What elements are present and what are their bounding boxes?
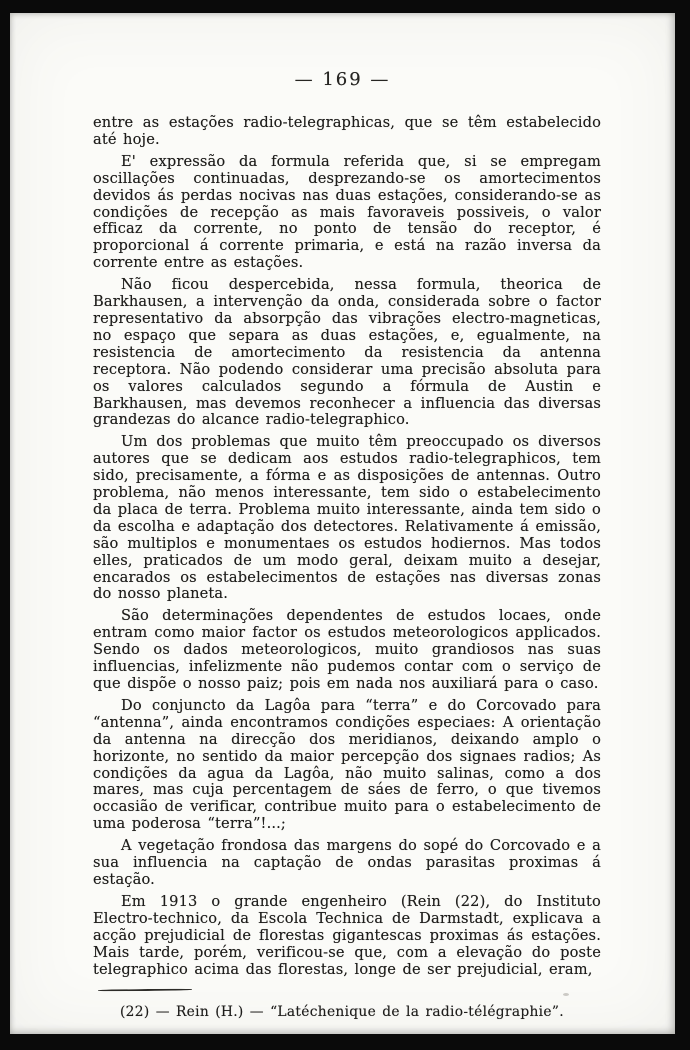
paragraph: Do conjuncto da Lagôa para “terra” e do Corcovado para “antenna”, ainda encontramos condições especiaes: A orientação da antenna na direcção dos meridianos, deixando amplo o horizonte, no sentido da maior percepção dos signaes radios; As condições da agua da Lagôa, não muito salinas, como a dos mares, mas cuja percentagem de sáes de ferro, o que tivemos occasião de verificar, contribue muito para o estabelecimento de uma poderosa “terra”!...; <box>93 696 601 833</box>
footnote-separator <box>98 989 192 992</box>
scan-speck <box>235 285 239 288</box>
paragraph: São determinações dependentes de estudos locaes, onde entram como maior factor os estudos meteorologicos applicados. Sendo os dados meteorologicos, muito grandiosos nas suas influencias, infelizmente não pudemos contar com o serviço de que dispõe o nosso paiz; pois em nada nos auxiliará para o caso. <box>93 607 601 692</box>
footnote: (22) — Rein (H.) — “Latéchenique de la radio-télégraphie”. <box>120 1004 564 1021</box>
paragraph: entre as estações radio-telegraphicas, que se têm estabelecido até hoje. <box>93 114 601 148</box>
text-block <box>93 115 601 978</box>
page-number: — 169 — <box>294 69 391 90</box>
scan-speck <box>563 993 569 996</box>
paragraph: E' expressão da formula referida que, si se empregam oscillações continuadas, desprezando-se os amortecimentos devidos ás perdas nocivas nas duas estações, considerando-se as condições de recepção as mais favoraveis possiveis, o valor efficaz da corrente, no ponto de tensão do receptor, é proporcional á corrente primaria, e está na razão inversa da corrente entre as estações. <box>93 152 601 272</box>
paragraph: A vegetação frondosa das margens do sopé do Corcovado e a sua influencia na captação de ondas parasitas proximas á estação. <box>93 837 601 888</box>
book-page <box>10 13 675 1034</box>
paragraph: Um dos problemas que muito têm preoccupado os diversos autores que se dedicam aos estudos radio-telegraphicos, tem sido, precisamente, a fórma e as disposições de antennas. Outro problema, não menos interessante, tem sido o estabelecimento da placa de terra. Problema muito interessante, ainda tem sido o da escolha e adaptação dos detectores. Relativamente á emissão, são multiplos e monumentaes os estudos hodiernos. Mas todos elles, praticados de um modo geral, deixam muito a desejar, encarados os estabelecimentos de estações nas diversas zonas do nosso planeta. <box>93 433 601 603</box>
paragraph: Não ficou despercebida, nessa formula, theorica de Barkhausen, a intervenção da onda, considerada sobre o factor representativo da absorpção das vibrações electro-magneticas, no espaço que separa as duas estações, e, egualmente, na resistencia de amortecimento da resistencia da antenna receptora. Não podendo considerar uma precisão absoluta para os valores calculados segundo a fórmula de Austin e Barkhausen, mas devemos reconhecer a influencia das diversas grandezas do alcance radio-telegraphico. <box>93 276 601 429</box>
paragraph: Em 1913 o grande engenheiro (Rein (22), do Instituto Electro-technico, da Escola Technica de Darmstadt, explicava a acção prejudicial de florestas gigantescas proximas ás estações. Mais tarde, porém, verificou-se que, com a elevação do poste telegraphico acima das florestas, longe de ser prejudicial, eram, <box>93 892 601 978</box>
